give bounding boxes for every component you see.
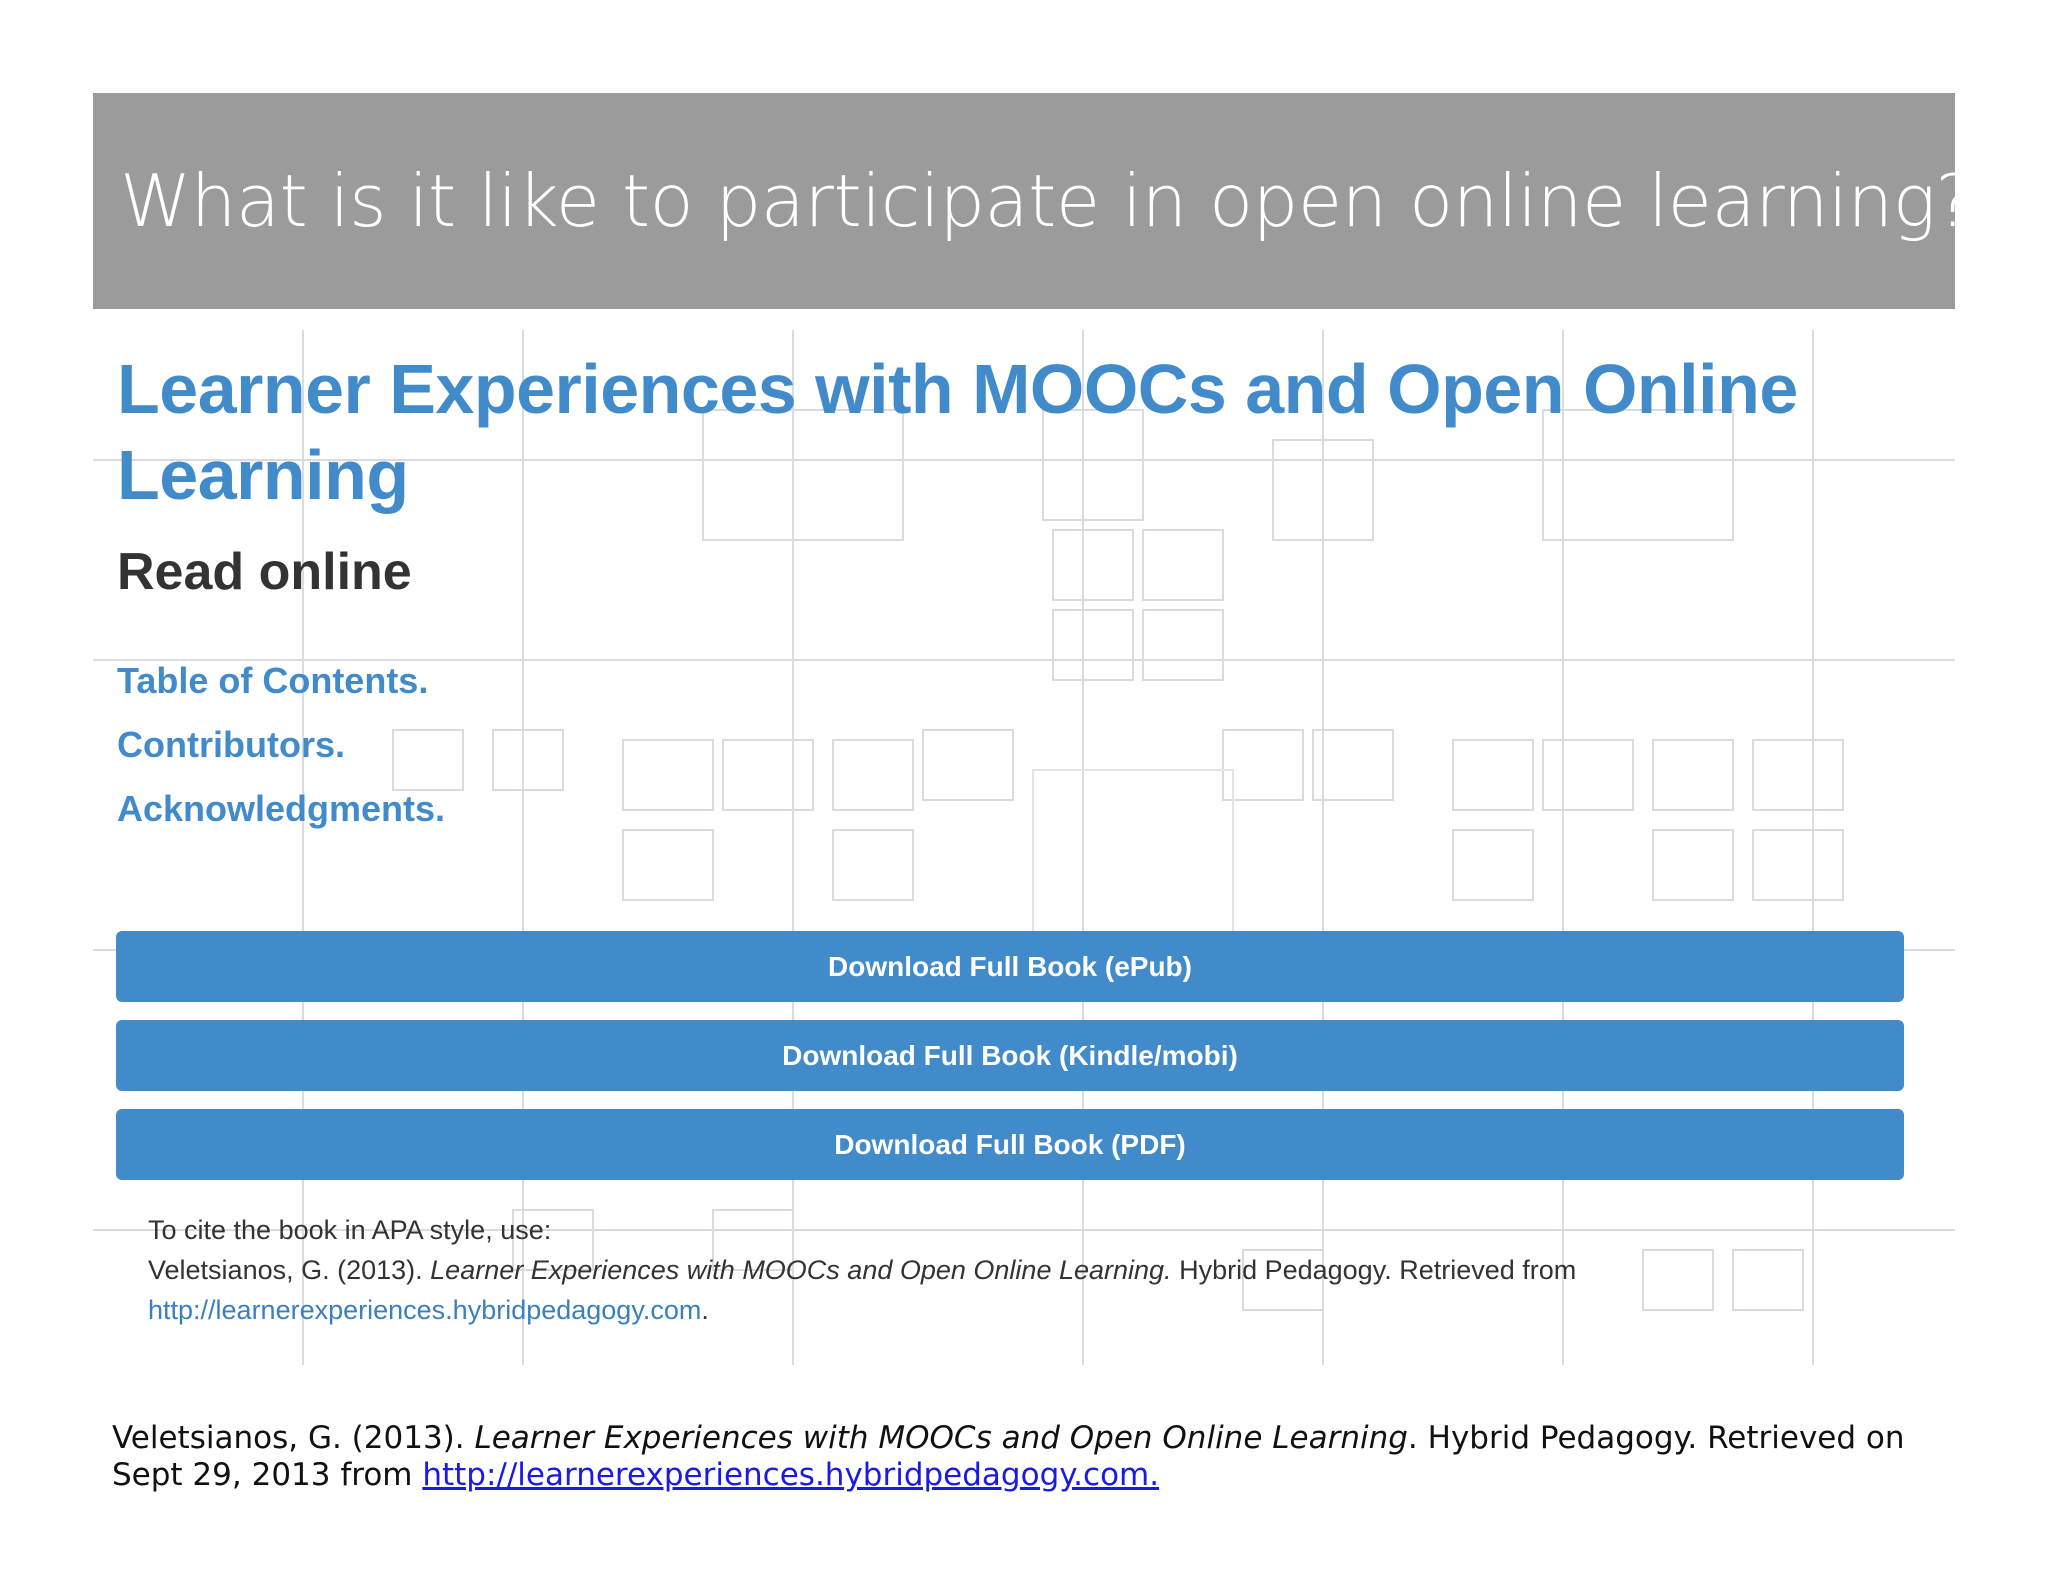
table-of-contents-link[interactable]: Table of Contents. [117,660,429,701]
footer-url-link[interactable]: http://learnerexperiences.hybridpedagogy.com. [422,1457,1160,1493]
contributors-link[interactable]: Contributors. [117,724,345,765]
book-title: Learner Experiences with MOOCs and Open Online Learning [117,350,1798,514]
footer-book-title: Learner Experiences with MOOCs and Open Online Learning [474,1420,1408,1456]
citation-url-link[interactable]: http://learnerexperiences.hybridpedagogy.com [148,1295,702,1325]
footer-rest: . Hybrid Pedagogy. Retrieved on Sept 29, 2013 from [112,1420,1905,1493]
download-epub-button[interactable]: Download Full Book (ePub) [116,931,1904,1002]
website-screenshot [93,330,1955,1365]
citation-block [148,1210,1748,1330]
slide-title-band [93,93,1974,309]
slide-title: What is it like to participate in open online learning? [120,159,1974,243]
citation-end: . [701,1295,709,1325]
citation-url-line [148,1290,1748,1330]
download-kindle-button[interactable]: Download Full Book (Kindle/mobi) [116,1020,1904,1091]
citation-intro: To cite the book in APA style, use: [148,1215,552,1245]
acknowledgments-link[interactable]: Acknowledgments. [117,788,446,829]
citation-text [148,1250,1748,1290]
footer-author-year: Veletsianos, G. (2013). [112,1420,475,1456]
citation-publisher: Hybrid Pedagogy. Retrieved from [1171,1255,1577,1285]
citation-author-year: Veletsianos, G. (2013). [148,1255,431,1285]
citation-book-title: Learner Experiences with MOOCs and Open Online Learning. [430,1255,1172,1285]
download-pdf-button[interactable]: Download Full Book (PDF) [116,1109,1904,1180]
read-online-heading: Read online [117,543,412,601]
footer-reference [112,1420,1942,1494]
